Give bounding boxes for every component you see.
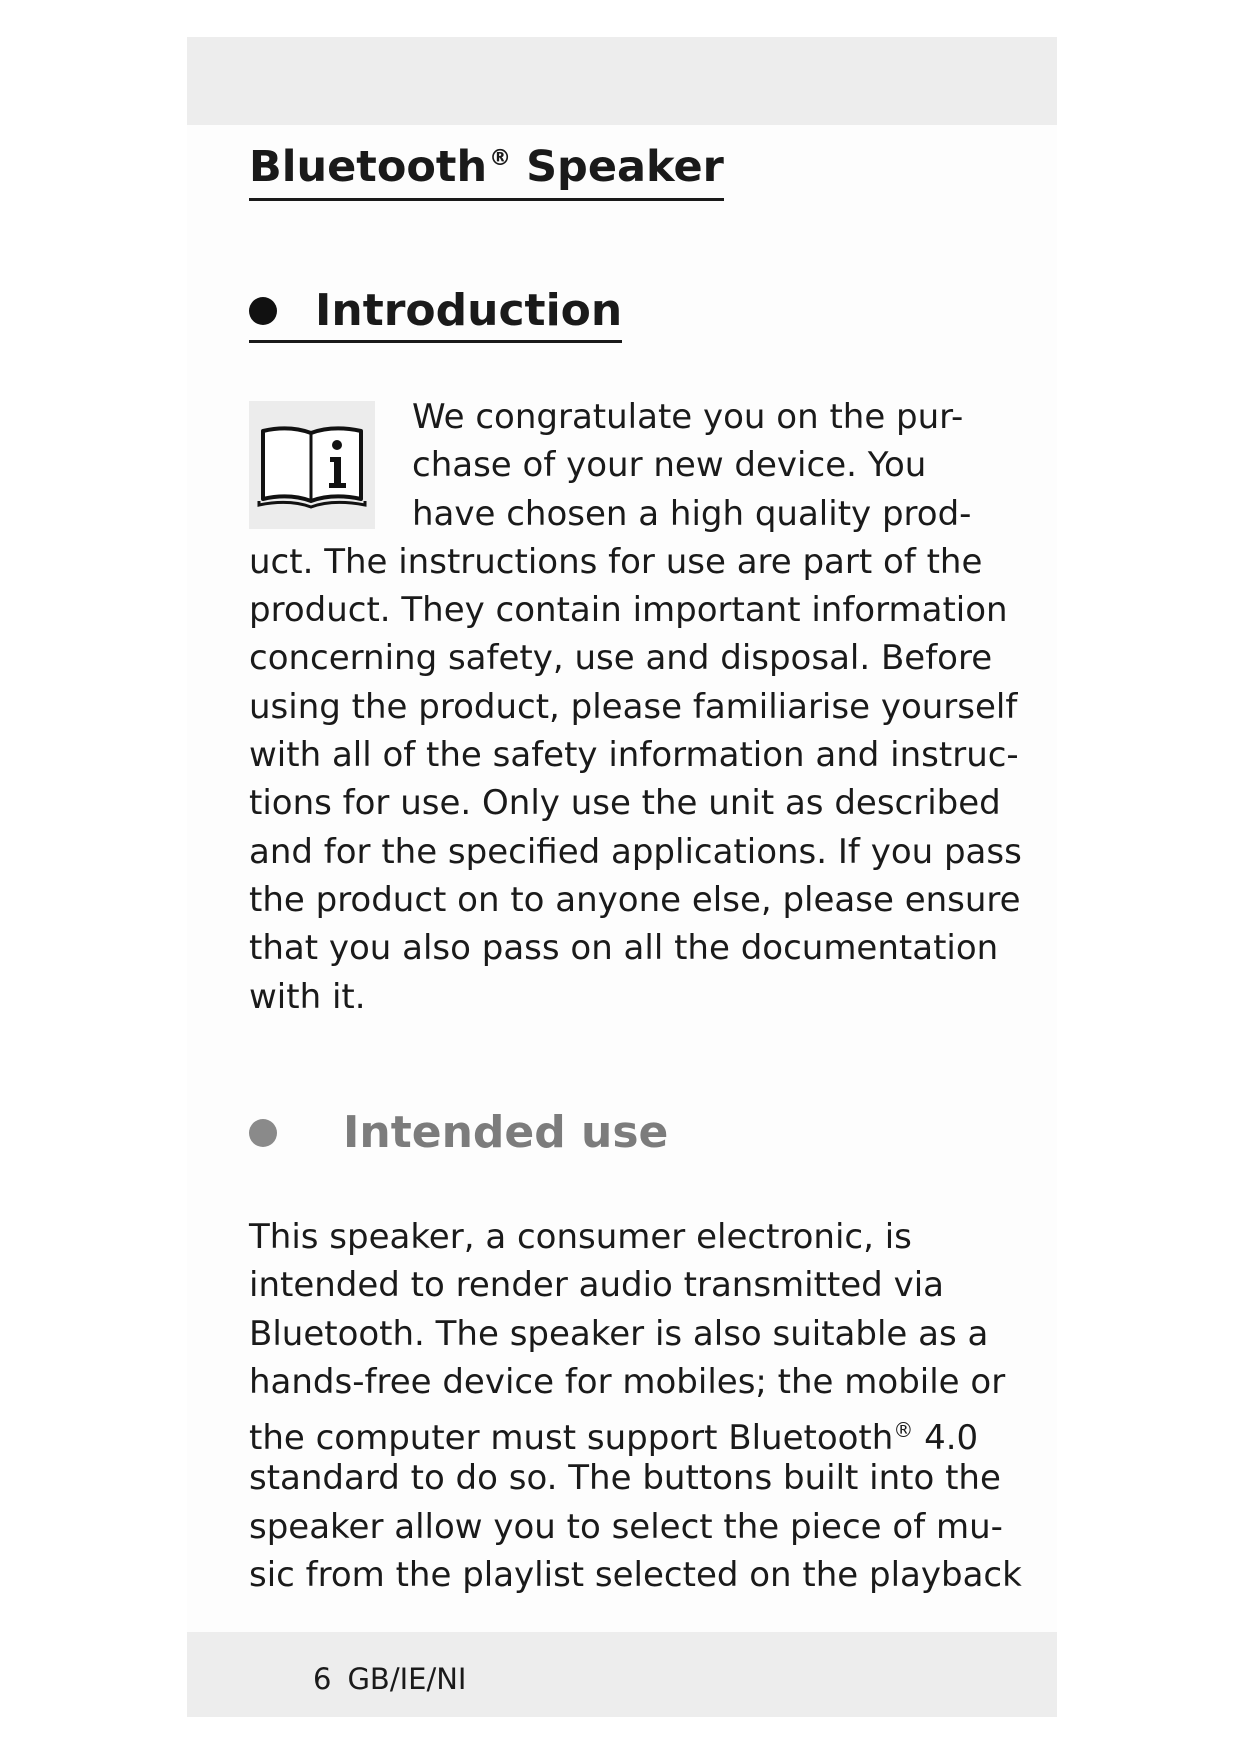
bullet-icon bbox=[249, 297, 277, 325]
locale-code: GB/IE/NI bbox=[347, 1662, 467, 1696]
manual-page bbox=[187, 37, 1057, 1717]
header-band bbox=[187, 37, 1057, 125]
line-bluetooth-version: the computer must support Bluetooth® 4.0 bbox=[249, 1418, 979, 1459]
intended-use-heading: Intended use bbox=[249, 1107, 668, 1158]
intended-use-text: This speaker, a consumer electronic, is intended to render audio transmitted via Bluetooth. The speaker is also suitable as a hands-free device for mobiles; the mobile or the computer must support Bluetooth® 4.0 standard to do so. The buttons built into the speaker allow you to select the piece of mu- sic from the playlist selected on the playback bbox=[249, 1217, 1022, 1596]
introduction-text: We congratulate you on the pur- chase of your new device. You have chosen a high quality prod- uct. The instructions for use are part of the product. They contain important information concerning safety, use and disposal. Before using the product, please familiarise yourself with all of the safety information and instruc- tions for use. Only use the unit as described and for the specified applications. If you pass the product on to anyone else, please ensure that you also pass on all the documentation with it. bbox=[249, 397, 1022, 1017]
page-number: 6 bbox=[313, 1662, 332, 1696]
introduction-heading: Introduction bbox=[249, 285, 622, 343]
bullet-icon bbox=[249, 1119, 277, 1147]
page-footer bbox=[313, 1662, 482, 1696]
document-title: Bluetooth® Speaker bbox=[249, 142, 724, 201]
